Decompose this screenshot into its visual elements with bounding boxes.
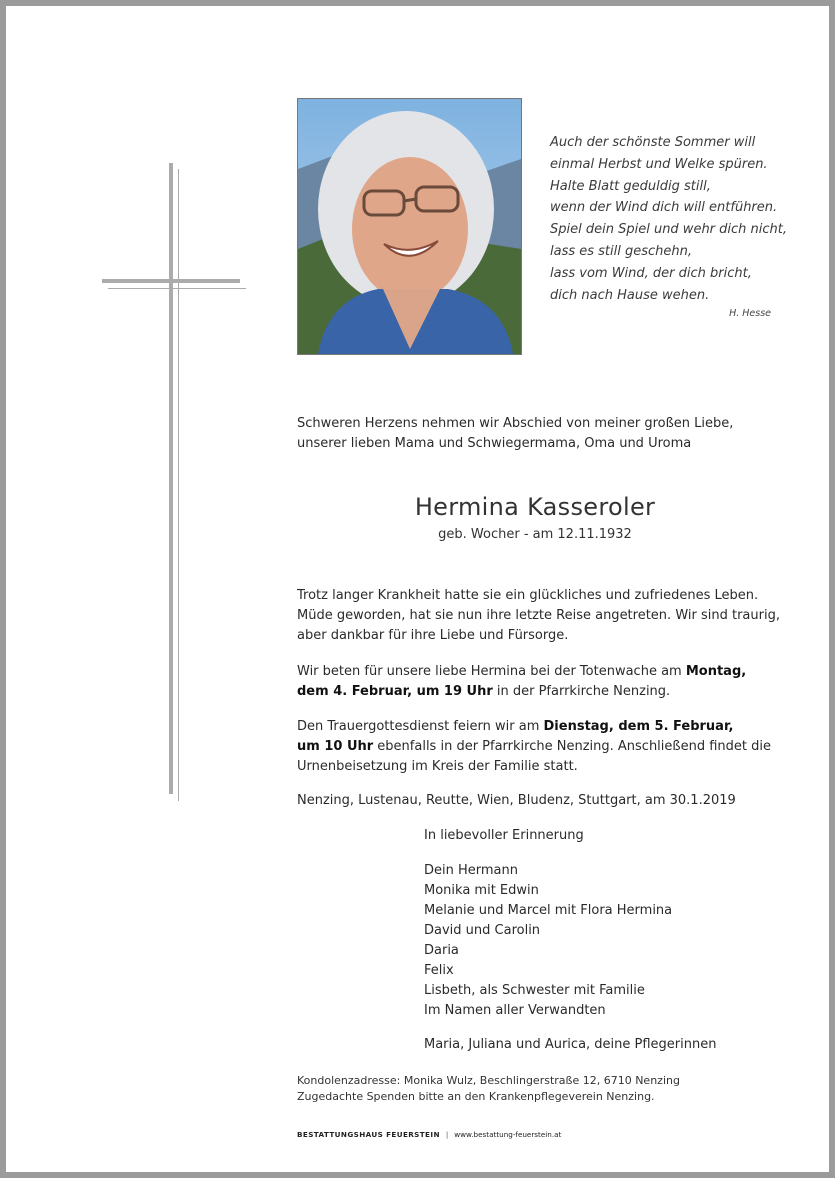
poem-line: Auch der schönste Sommer will [550,135,756,150]
mourner: Daria [424,943,459,958]
condolence-info: Kondolenzadresse: Monika Wulz, Beschlingerstraße 12, 6710 Nenzing Zugedachte Spenden bitte an den Krankenpflegeverein Nenzing. [297,1074,680,1103]
funeral-home-name: BESTATTUNGSHAUS FEUERSTEIN [297,1130,440,1139]
mourner: Melanie und Marcel mit Flora Hermina [424,903,673,918]
mourner: Lisbeth, als Schwester mit Familie [424,983,645,998]
poem-line: Spiel dein Spiel und wehr dich nicht, [550,222,788,238]
mourner: Felix [424,963,454,978]
mourner: Dein Hermann [424,863,518,878]
poem-line: lass vom Wind, der dich bricht, [550,265,752,281]
cross-vertical-line [178,169,179,801]
mourner: Im Namen aller Verwandten [424,1003,606,1018]
place-date: Nenzing, Lustenau, Reutte, Wien, Bludenz, Stuttgart, am 30.1.2019 [297,793,736,808]
portrait-photo [297,98,522,355]
poem [550,132,788,306]
paragraph-funeral: Den Trauergottesdienst feiern wir am Dienstag, dem 5. Februar, um 10 Uhr ebenfalls in der Pfarrkirche Nenzing. Anschließend findet die Urnenbeisetzung im Kreis der Familie statt. [297,719,771,774]
mourners-list [424,861,764,1021]
footer [297,1130,767,1139]
cross-horizontal-line [108,288,246,289]
paragraph-life: Trotz langer Krankheit hatte sie ein glückliches und zufriedenes Leben. Müde geworden, hat sie nun ihre letzte Reise angetreten. Wir sind traurig, aber dankbar für ihre Liebe und Fürsorge. [297,588,780,643]
deceased-name: Hermina Kasseroler [414,493,656,521]
poem-line: dich nach Hause wehen. [550,287,710,303]
footer-separator: | [445,1130,449,1139]
poem-author: H. Hesse [729,308,771,319]
mourner: Monika mit Edwin [424,883,539,898]
caregivers-line: Maria, Juliana und Aurica, deine Pflegerinnen [424,1037,717,1052]
poem-line: wenn der Wind dich will entführen. [550,200,778,216]
remembrance-line: In liebevoller Erinnerung [424,828,584,843]
intro-text: Schweren Herzens nehmen wir Abschied von meiner großen Liebe, unserer lieben Mama und Schwiegermama, Oma und Uroma [297,416,734,451]
funeral-home-website[interactable]: www.bestattung-feuerstein.at [454,1130,562,1139]
birth-info: geb. Wocher - am 12.11.1932 [438,527,632,542]
cross-vertical-bar [169,163,173,794]
poem-line: lass es still geschehn, [550,243,693,259]
mourner: David und Carolin [424,923,541,938]
paragraph-wake: Wir beten für unsere liebe Hermina bei der Totenwache am Montag, dem 4. Februar, um 19 Uhr in der Pfarrkirche Nenzing. [297,664,747,699]
poem-line: einmal Herbst und Welke spüren. [550,156,768,172]
cross-horizontal-bar [102,279,240,283]
poem-line: Halte Blatt geduldig still, [550,178,711,194]
